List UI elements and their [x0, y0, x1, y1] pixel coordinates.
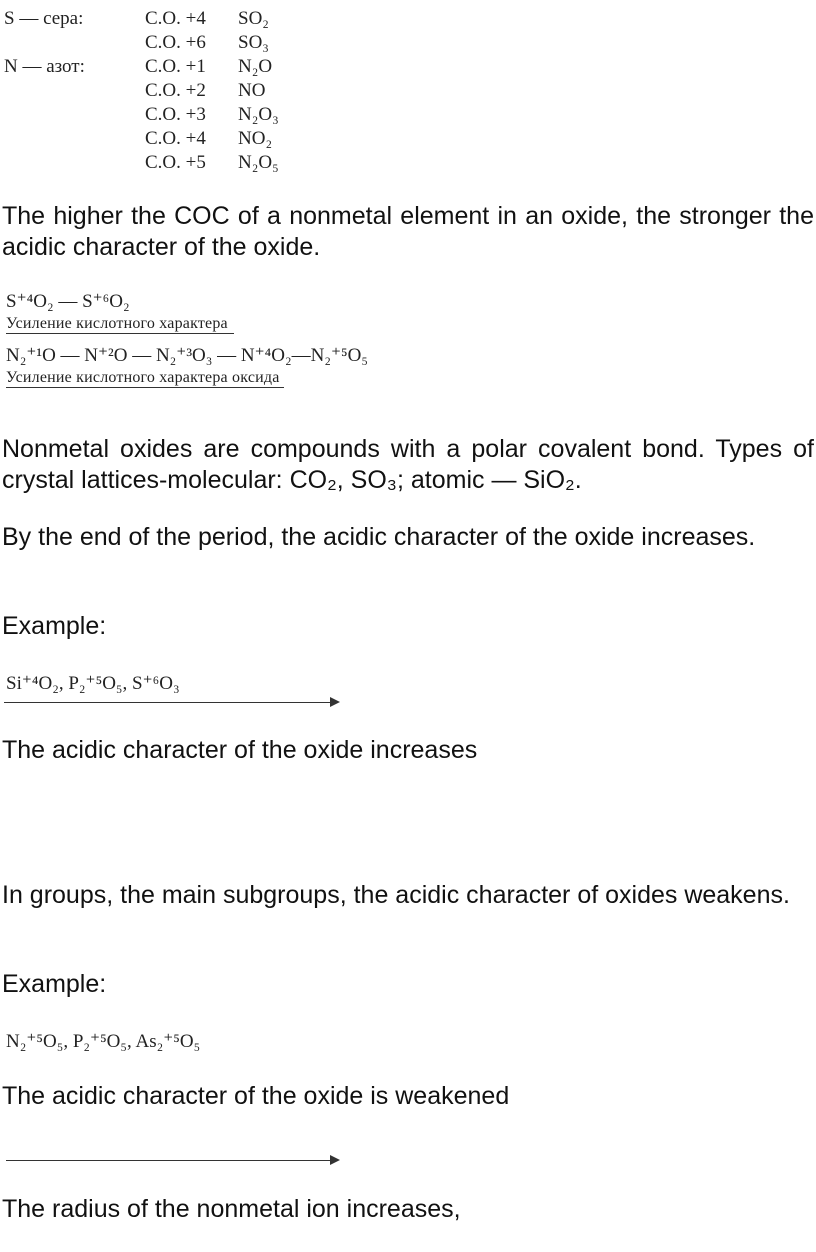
- table-state: С.О. +6: [145, 32, 206, 53]
- scheme-formula-sulfur: S⁺⁴O₂ — S⁺⁶O₂: [6, 291, 130, 312]
- caption-radius-increases: The radius of the nonmetal ion increases,: [2, 1195, 461, 1223]
- table-formula: N₂O₅: [238, 152, 279, 173]
- table-state: С.О. +4: [145, 128, 206, 149]
- arrow-line: [6, 1160, 332, 1161]
- arrow-head-icon: [330, 697, 340, 707]
- scheme-formula-nitrogen: N₂⁺¹O — N⁺²O — N₂⁺³O₃ — N⁺⁴O₂—N₂⁺⁵O₅: [6, 345, 368, 366]
- example-label: Example:: [2, 612, 107, 640]
- caption-acidity-weakened: The acidic character of the oxide is weakened: [2, 1082, 510, 1110]
- paragraph-bond-type: Nonmetal oxides are compounds with a polar covalent bond. Types of crystal lattices-molecular: CO₂, SO₃; atomic — SiO₂.: [2, 435, 814, 494]
- table-formula: SO₂: [238, 8, 269, 29]
- arrow-head-icon: [330, 1155, 340, 1165]
- table-state: С.О. +1: [145, 56, 206, 77]
- scheme-caption-sulfur: Усиление кислотного характера: [6, 315, 234, 334]
- table-state: С.О. +5: [145, 152, 206, 173]
- table-state: С.О. +3: [145, 104, 206, 125]
- paragraph-period: By the end of the period, the acidic character of the oxide increases.: [2, 523, 756, 551]
- scheme-caption-nitrogen: Усиление кислотного характера оксида: [6, 369, 284, 388]
- table-formula: NO₂: [238, 128, 273, 149]
- table-state: С.О. +2: [145, 80, 206, 101]
- oxide-table: [0, 0, 320, 180]
- table-formula: N₂O: [238, 56, 273, 77]
- acidity-scheme: [6, 290, 406, 388]
- example-formula-group: N₂⁺⁵O₅, P₂⁺⁵O₅, As₂⁺⁵O₅: [6, 1031, 201, 1052]
- paragraph-groups: In groups, the main subgroups, the acidic character of oxides weakens.: [2, 881, 790, 909]
- table-element-label: N — азот:: [4, 56, 85, 77]
- example-formula-period: Si⁺⁴O₂, P₂⁺⁵O₅, S⁺⁶O₃: [6, 673, 180, 694]
- table-formula: N₂O₃: [238, 104, 279, 125]
- example-label: Example:: [2, 970, 107, 998]
- table-formula: SO₃: [238, 32, 269, 53]
- table-state: С.О. +4: [145, 8, 206, 29]
- arrow-line: [4, 702, 332, 703]
- caption-acidity-increases: The acidic character of the oxide increases: [2, 736, 478, 764]
- paragraph-higher-coc: The higher the COC of a nonmetal element in an oxide, the stronger the acidic character of the oxide.: [2, 202, 814, 261]
- table-formula: NO: [238, 80, 266, 101]
- table-element-label: S — сера:: [4, 8, 84, 29]
